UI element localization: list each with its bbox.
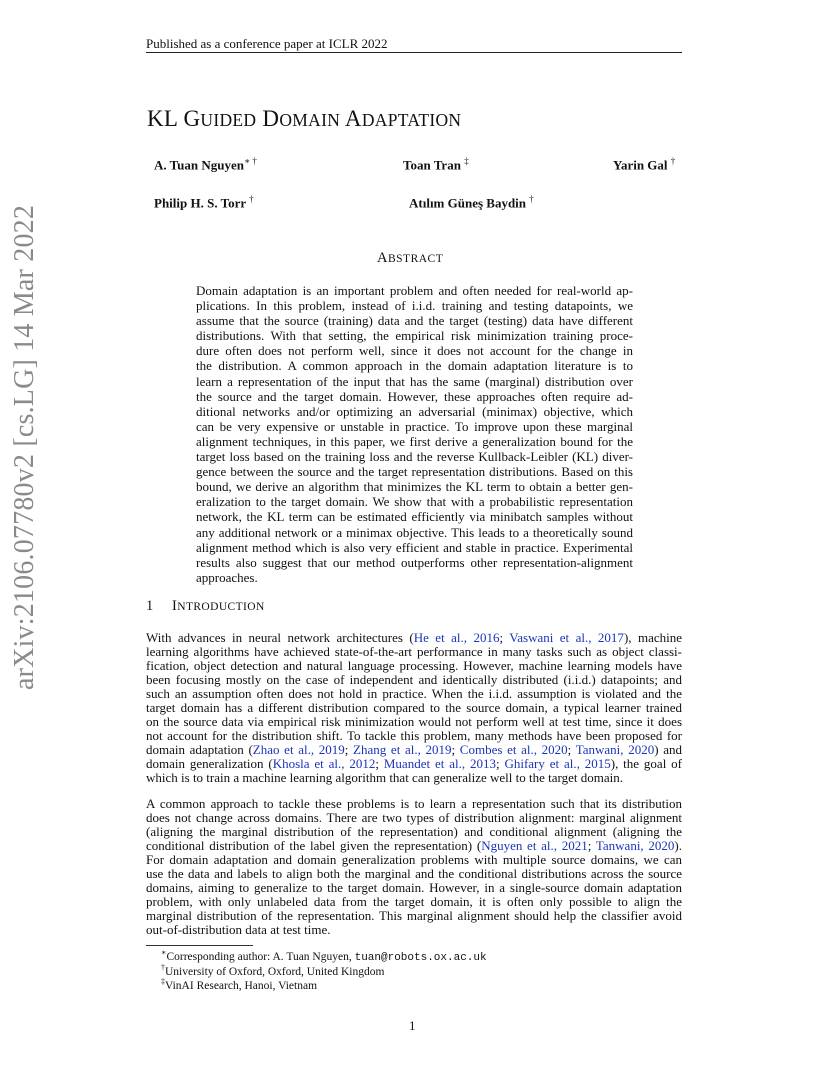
running-header: Published as a conference paper at ICLR 2022 (146, 36, 388, 51)
abstract-body (196, 283, 633, 585)
author-nguyen: A. Tuan Nguyen∗ † (154, 156, 257, 173)
abstract-line: eralization to the target domain. We show that with a probabilistic representation (196, 494, 633, 510)
citation-link[interactable]: Muandet et al., 2013 (383, 755, 496, 771)
abstract-line: any additional network or a minimax objective. This leads to a theoretically sound (196, 524, 633, 540)
abstract-line: Domain adaptation is an important problem and often needed for real-world ap- (196, 283, 633, 298)
header-rule (146, 52, 682, 53)
abstract-line: plications. In this problem, instead of i.i.d. training and testing datapoints, we (196, 298, 633, 314)
citation-link[interactable]: Zhang et al., 2019 (353, 741, 452, 757)
author-baydin: Atılım Güneş Baydin † (409, 194, 534, 211)
intro-paragraph-1: With advances in neural network architectures (He et al., 2016; Vaswani et al., 2017), machine learning algorithms have achieved state-of-the-art performance in many tasks such as object classi- fication, object detection and natural language processing. However, machine learning models have been focusing mostly on the case of independent and identically distributed (i.i.d.) datapoints; and such an assumption often does not hold in practice. When the i.i.d. assumption is violated and the target domain has a different distribution compared to the source domain, a typical learner trained on the source data via empirical risk minimization would not perform well at test time, since it does not account for the distribution shift. To tackle this problem, many methods have been proposed for domain adaptation (Zhao et al., 2019; Zhang et al., 2019; Combes et al., 2020; Tanwani, 2020) and domain generalization (Khosla et al., 2012; Muandet et al., 2013; Ghifary et al., 2015), the goal of which is to train a machine learning algorithm that can generalize well to the target domain. (146, 630, 683, 785)
section-number: 1 (146, 598, 154, 614)
abstract-line: the source and the target domain. However, these approaches often require ad- (196, 388, 633, 404)
citation-link[interactable]: Vaswani et al., 2017 (509, 630, 624, 645)
abstract-line: dure often does not perform well, since it does not account for the change in (196, 343, 633, 359)
abstract-line: distributions. With that setting, the empirical risk minimization training proce- (196, 328, 633, 344)
footnote-rule (146, 945, 253, 946)
arxiv-stamp (5, 204, 45, 690)
author-tran: Toan Tran ‡ (403, 156, 469, 173)
citation-link[interactable]: He et al., 2016 (413, 630, 500, 645)
paper-title: KL GUIDED DOMAIN ADAPTATION (147, 106, 462, 131)
citation-link[interactable]: Khosla et al., 2012 (272, 755, 376, 771)
citation-link[interactable]: Tanwani, 2020 (575, 741, 655, 757)
abstract-line: bound, we derive an algorithm that minimizes the KL term to obtain a better gen- (196, 479, 633, 495)
abstract-line: can be very expensive or unstable in practice. To improve upon these marginal (196, 418, 633, 434)
footnote-oxford: †University of Oxford, Oxford, United Kingdom (161, 963, 385, 978)
citation-link[interactable]: Tanwani, 2020 (595, 837, 675, 853)
arxiv-stamp-text: arXiv:2106.07780v2 [cs.LG] 14 Mar 2022 (9, 204, 40, 690)
abstract-line: alignment techniques, in this paper, we first derive a generalization bound for the (196, 433, 633, 449)
abstract-line: learn a representation of the input that has the same (marginal) distribution over (196, 373, 633, 389)
footnote-corresponding: ∗Corresponding author: A. Tuan Nguyen, tuan@robots.ox.ac.uk (161, 948, 487, 964)
citation-link[interactable]: Zhao et al., 2019 (252, 741, 345, 757)
abstract-line: gence between the source and the target representation distributions. Based on this (196, 464, 633, 480)
abstract-line: network, the KL term can be estimated efficiently via minibatch samples without (196, 509, 633, 525)
author-email[interactable]: tuan@robots.ox.ac.uk (354, 951, 487, 964)
page-number: 1 (409, 1018, 416, 1033)
abstract-line: approaches. (196, 569, 258, 585)
abstract-line: assume that the source (training) data and the target (testing) data have different (196, 313, 633, 329)
abstract-line: alignment method which is also very efficient and stable in practice. Experimental (196, 539, 633, 555)
citation-link[interactable]: Ghifary et al., 2015 (504, 755, 611, 771)
abstract-line: results also suggest that our method outperforms other representation-alignment (196, 554, 633, 570)
intro-paragraph-2: A common approach to tackle these problems is to learn a representation such that its distribution does not change across domains. There are two types of distribution alignment: marginal alignment (aligning the marginal distribution of the representation) and conditional alignment (aligning the conditional distribution of the label given the representation) (Nguyen et al., 2021; Tanwani, 2020). For domain adaptation and domain generalization problems with multiple source domains, we can use the data and labels to align both the marginal and the conditional distributions across the source domains, aiming to generalize to the target domain. However, in a single-source domain adaptation problem, with only unlabeled data from the target domain, it is often only possible to align the marginal distribution of the representation. This marginal alignment should help the classifier avoid out-of-distribution data at test time. (146, 796, 682, 937)
author-gal: Yarin Gal † (613, 156, 676, 173)
citation-link[interactable]: Combes et al., 2020 (459, 741, 568, 757)
author-torr: Philip H. S. Torr † (154, 194, 254, 211)
footnote-vinai: ‡VinAI Research, Hanoi, Vietnam (161, 977, 318, 992)
abstract-line: the distribution. A common approach in the domain adaptation literature is to (196, 358, 633, 374)
citation-link[interactable]: Nguyen et al., 2021 (481, 837, 588, 853)
abstract-line: target loss based on the training loss and the reverse Kullback-Leibler (KL) diver- (196, 449, 633, 465)
abstract-heading: ABSTRACT (377, 250, 444, 266)
abstract-line: ditional networks and/or optimizing an adversarial (minimax) objective, which (196, 403, 633, 419)
section-title: INTRODUCTION (172, 598, 265, 614)
